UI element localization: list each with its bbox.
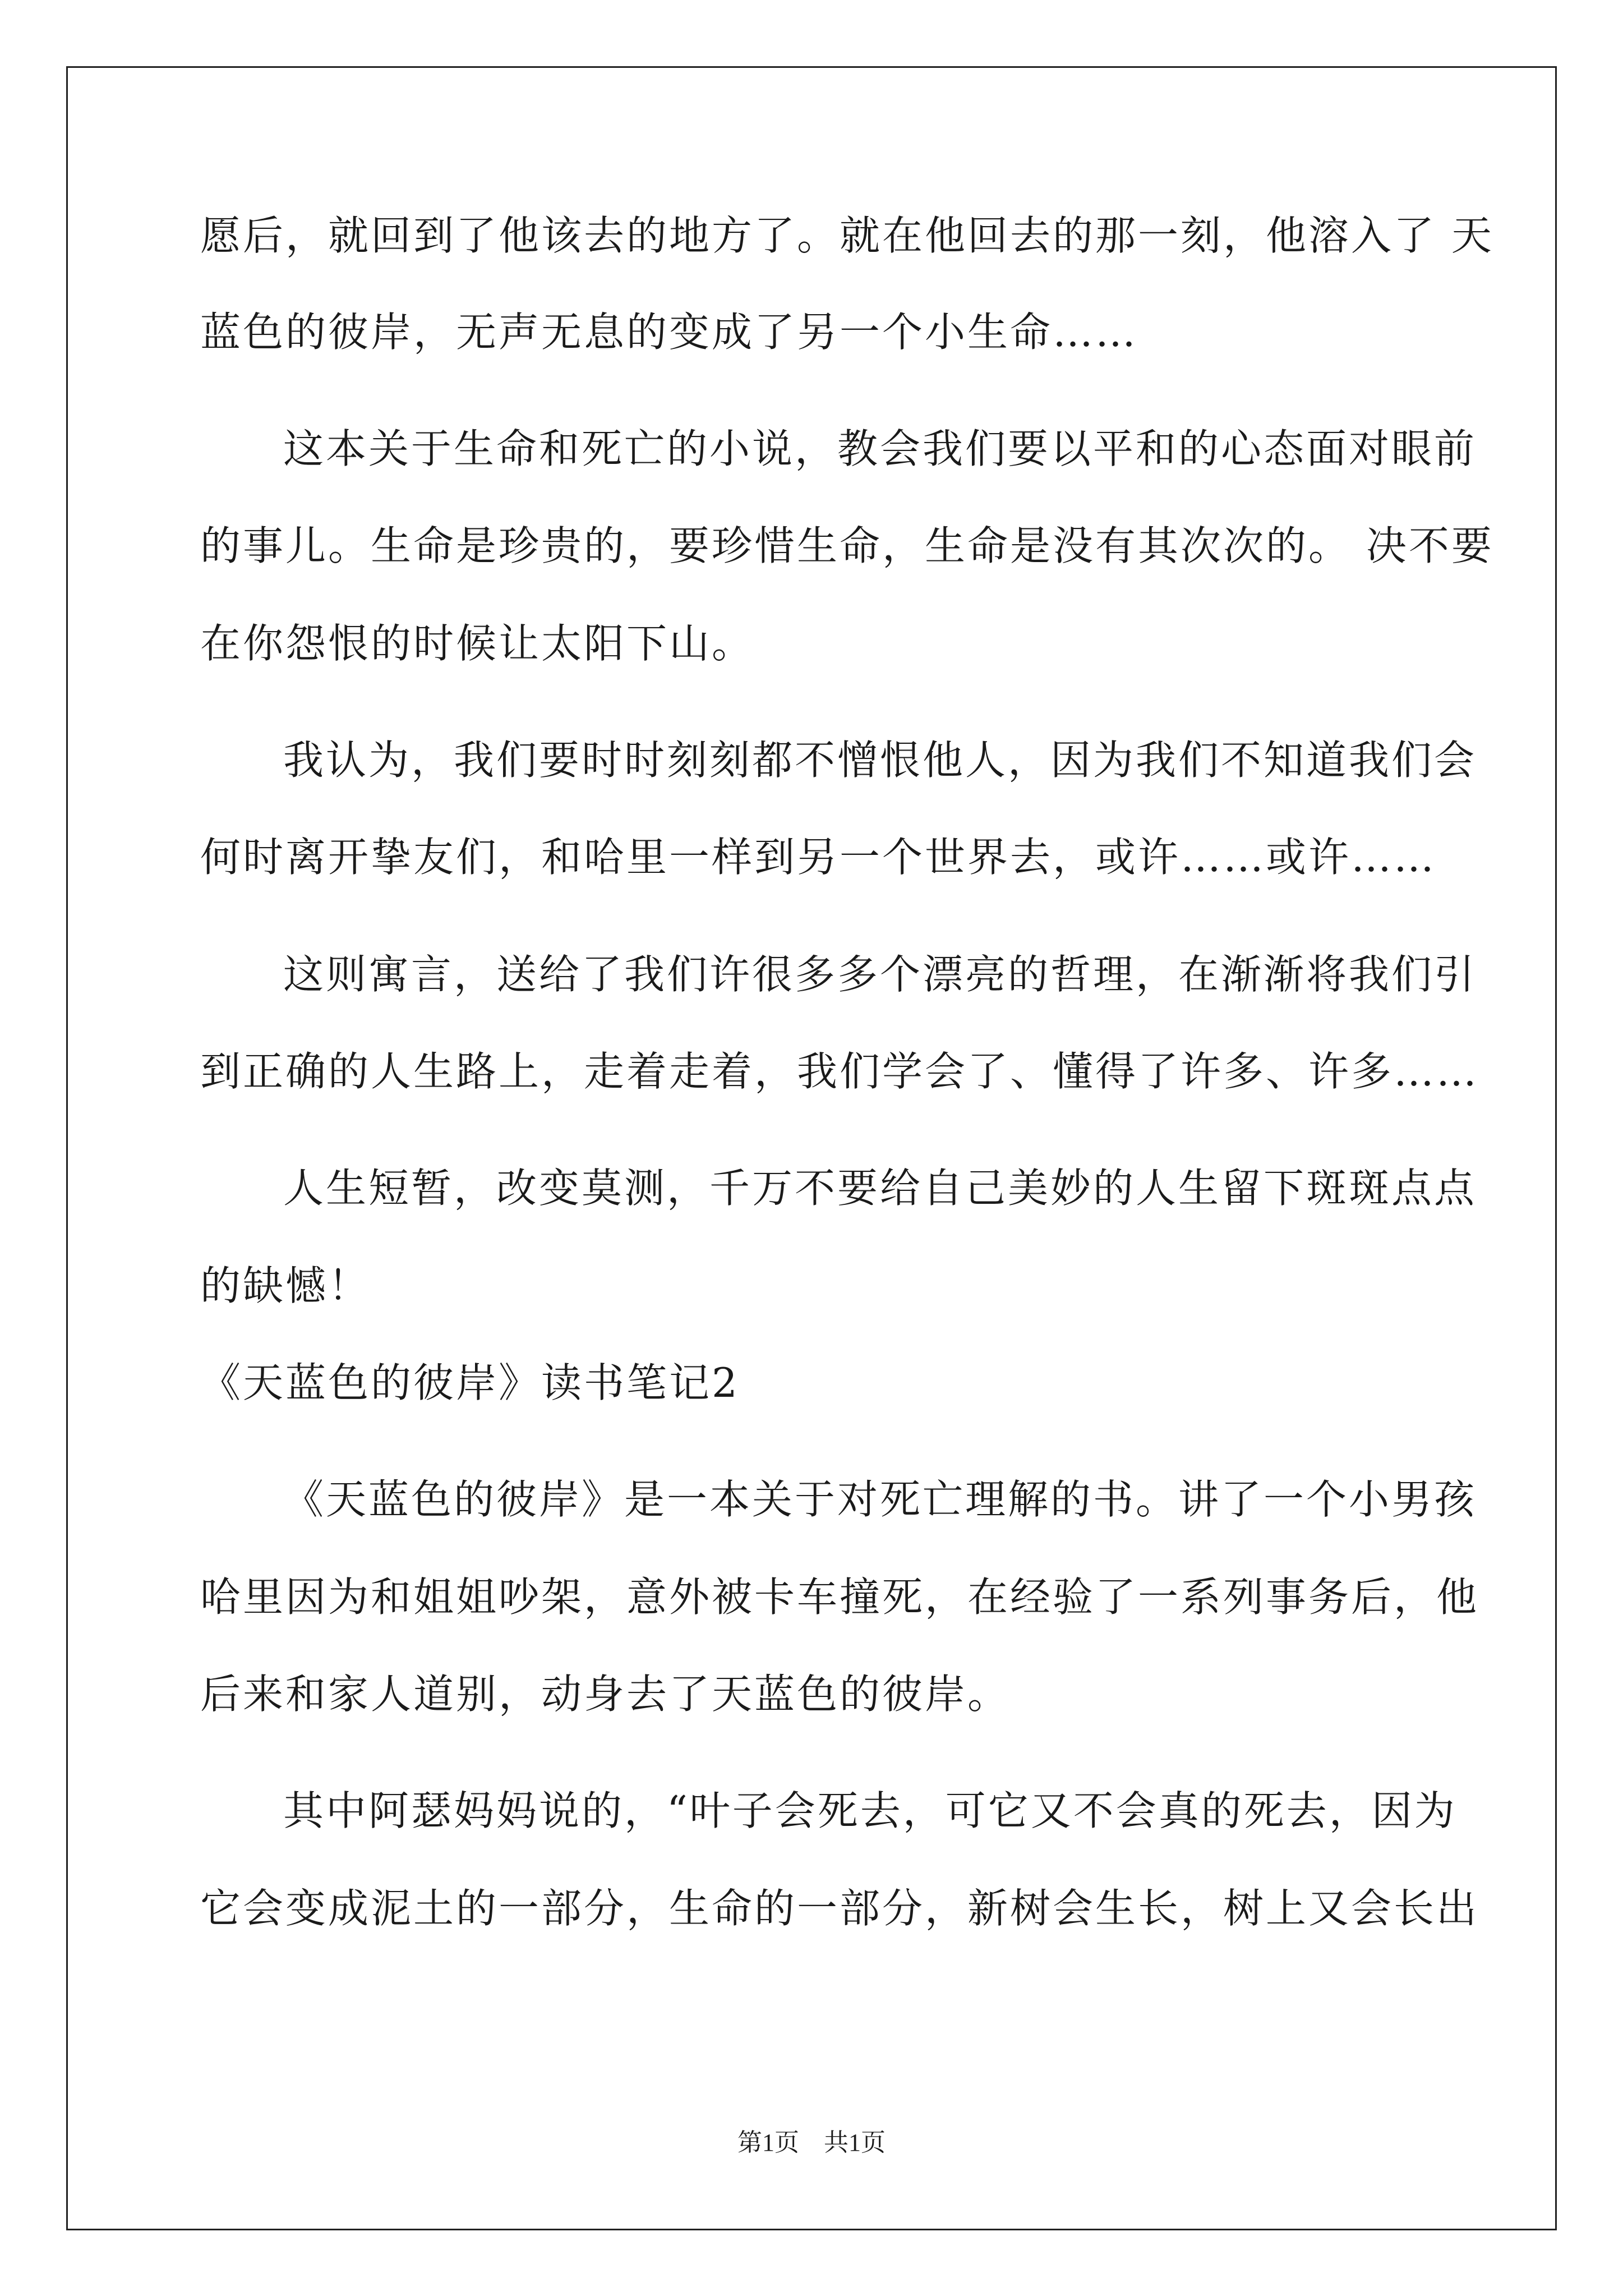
text-line: 愿后，就回到了他该去的地方了。就在他回去的那一刻，他溶入了 天 [200, 212, 1494, 259]
section-heading: 《天蓝色的彼岸》读书笔记2 [200, 1359, 740, 1406]
page-footer: 第1页 共1页 [737, 2129, 886, 2156]
text-line: 的缺憾！ [200, 1262, 371, 1309]
paragraph-first-line: 《天蓝色的彼岸》是一本关于对死亡理解的书。讲了一个小男孩 [283, 1476, 1477, 1523]
paragraph-first-line: 我认为，我们要时时刻刻都不憎恨他人，因为我们不知道我们会 [283, 737, 1477, 784]
text-line: 它会变成泥土的一部分，生命的一部分，新树会生长，树上又会长出 [200, 1885, 1479, 1932]
text-line: 的事儿。生命是珍贵的，要珍惜生命，生命是没有其次次的。 决不要 [200, 522, 1494, 569]
paragraph-first-line: 这本关于生命和死亡的小说，教会我们要以平和的心态面对眼前 [283, 425, 1477, 472]
text-line: 在你怨恨的时候让太阳下山。 [200, 620, 755, 667]
text-line: 哈里因为和姐姐吵架，意外被卡车撞死，在经验了一系列事务后，他 [200, 1573, 1479, 1621]
paragraph-first-line: 人生短暂，改变莫测，千万不要给自己美妙的人生留下斑斑点点 [283, 1165, 1477, 1212]
paragraph-first-line: 这则寓言，送给了我们许很多多个漂亮的哲理，在渐渐将我们引 [283, 951, 1477, 998]
text-line: 蓝色的彼岸，无声无息的变成了另一个小生命…… [200, 309, 1138, 356]
text-line: 后来和家人道别，动身去了天蓝色的彼岸。 [200, 1671, 1011, 1718]
text-line: 到正确的人生路上，走着走着，我们学会了、懂得了许多、许多…… [200, 1048, 1479, 1095]
paragraph-first-line: 其中阿瑟妈妈说的，“叶子会死去，可它又不会真的死去，因为 [283, 1787, 1457, 1834]
text-line: 何时离开挚友们，和哈里一样到另一个世界去，或许……或许…… [200, 834, 1437, 881]
